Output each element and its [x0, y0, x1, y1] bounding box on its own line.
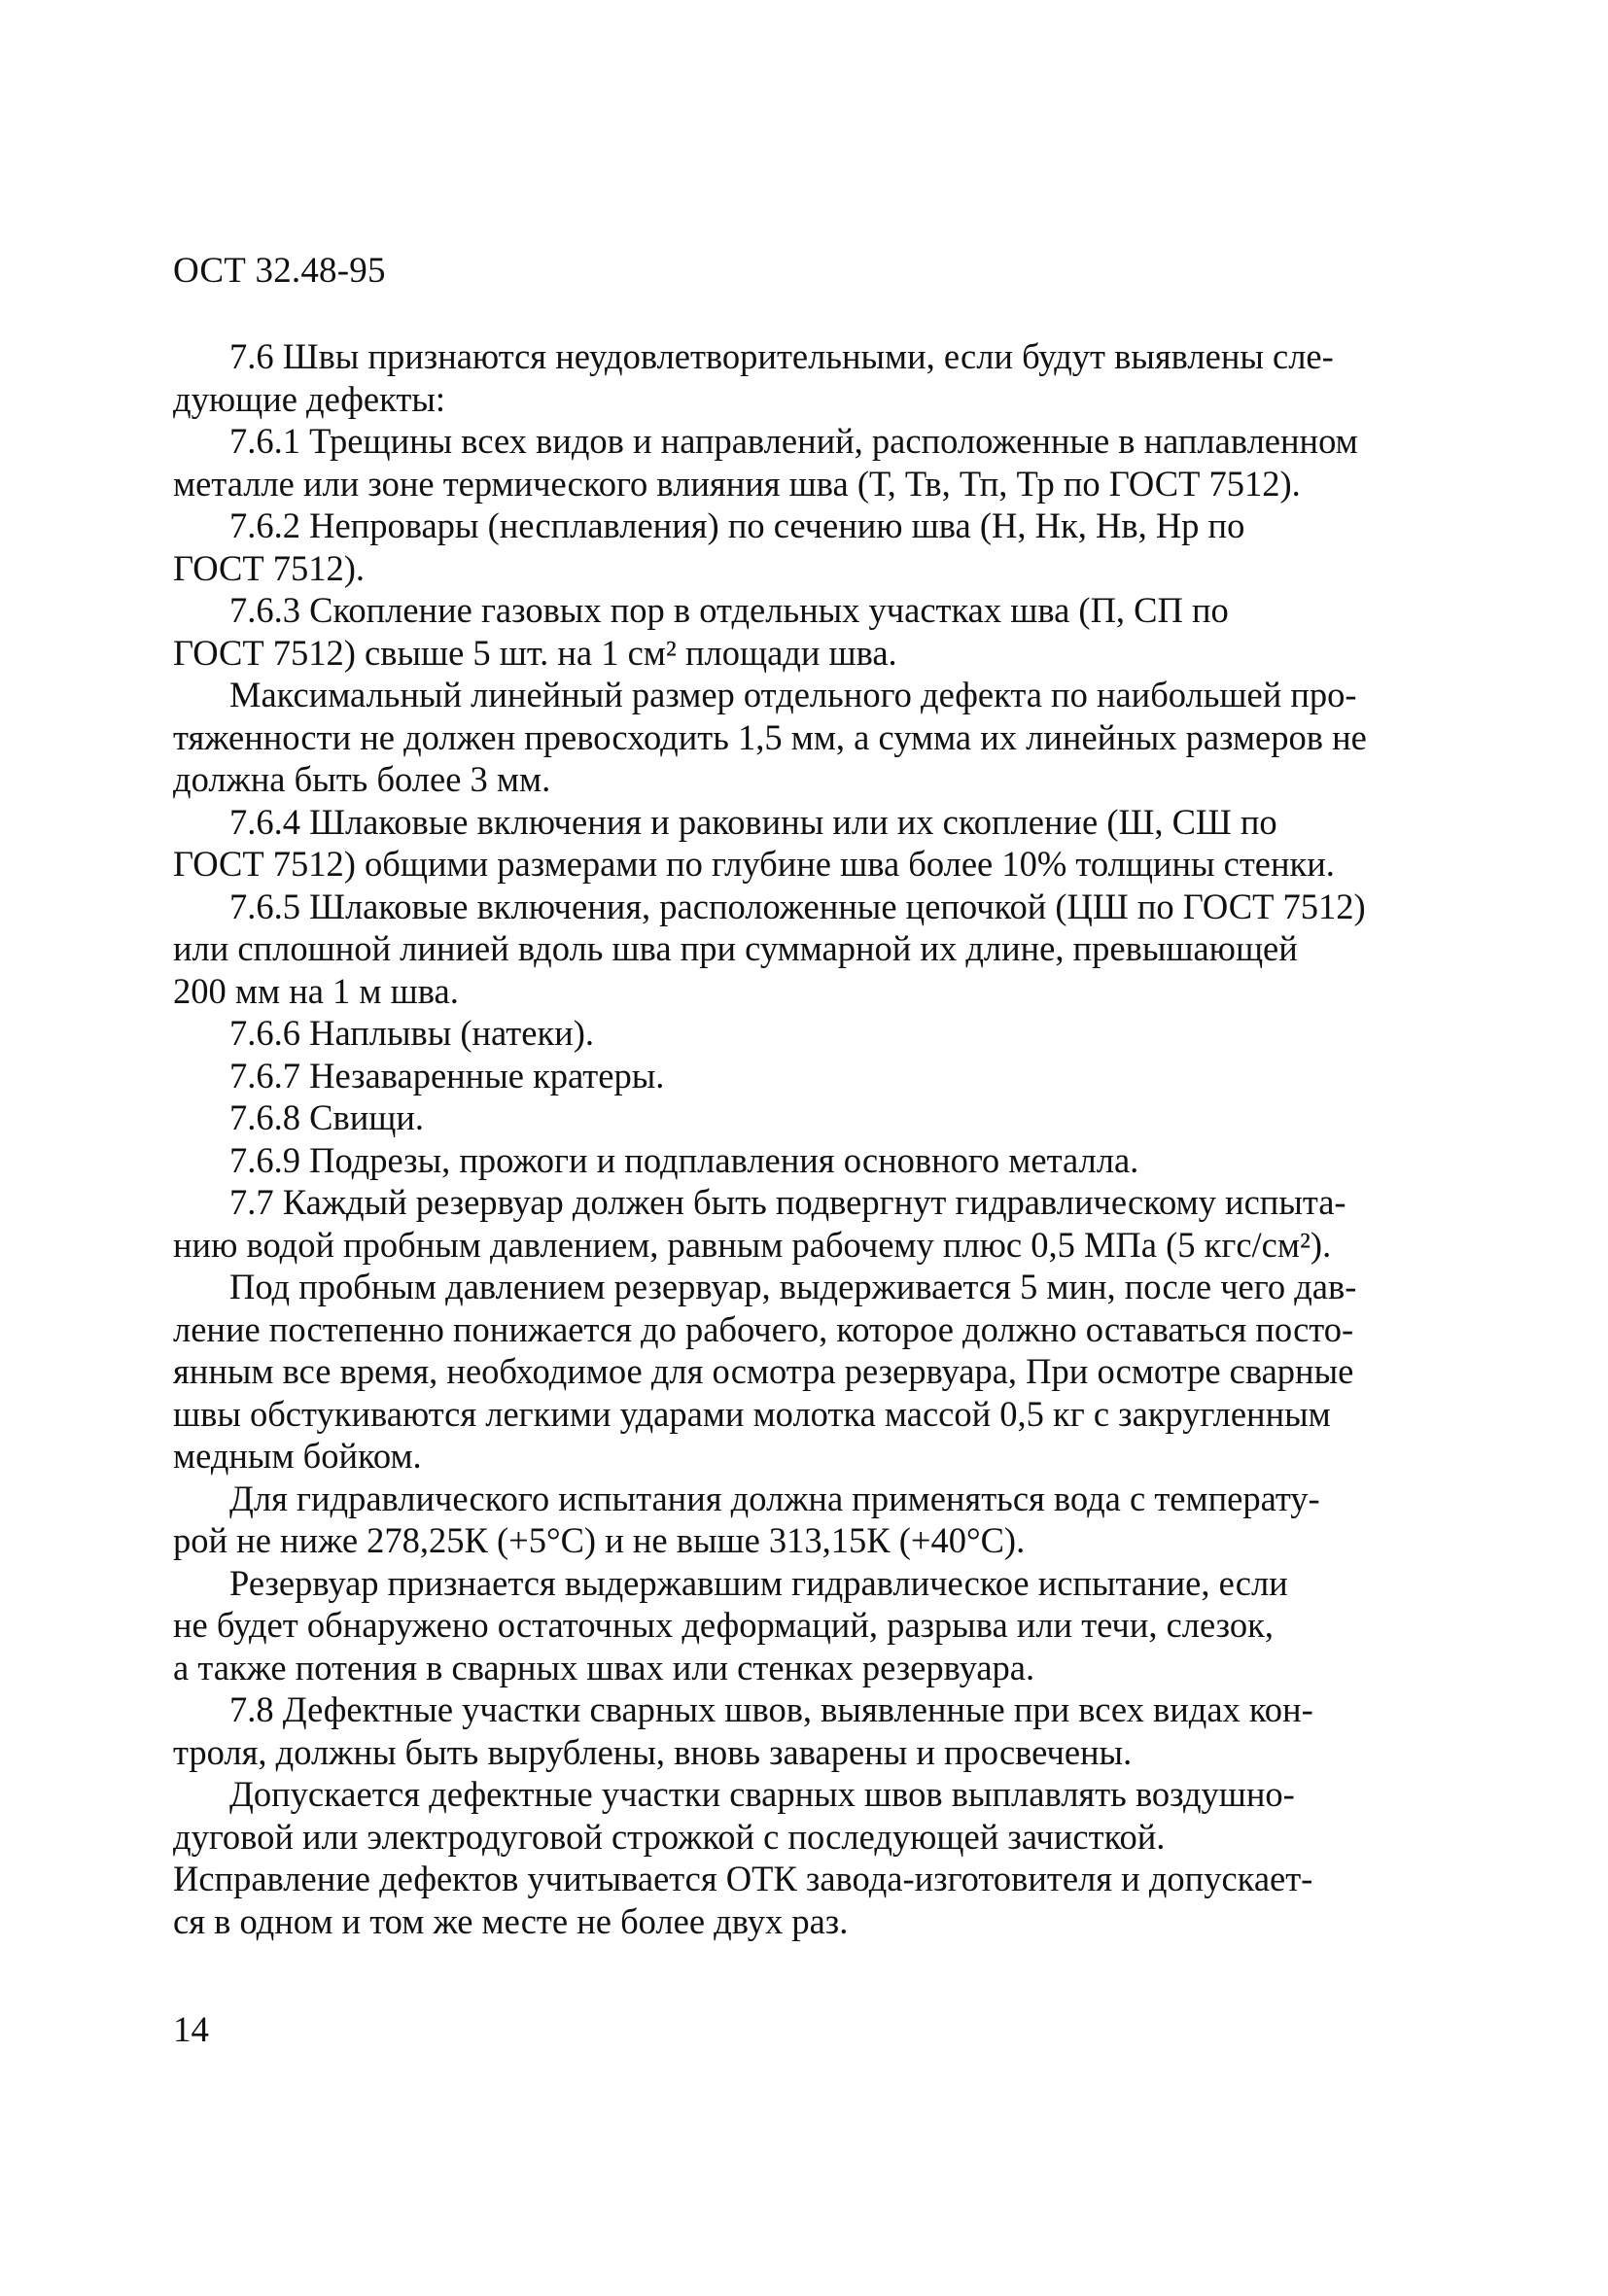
text-line: 200 мм на 1 м шва.	[173, 970, 459, 1011]
text-line: ГОСТ 7512).	[173, 547, 366, 588]
text-line: ся в одном и том же месте не более двух раз.	[173, 1900, 849, 1941]
text-line: 7.6.9 Подрезы, прожоги и подплавления основного металла.	[229, 1139, 1139, 1180]
text-line: 7.6.4 Шлаковые включения и раковины или их скопление (Ш, СШ по	[229, 801, 1277, 842]
text-line: ление постепенно понижается до рабочего, которое должно оставаться посто-	[173, 1308, 1354, 1349]
text-line: ГОСТ 7512) свыше 5 шт. на 1 см² площади шва.	[173, 632, 897, 673]
text-line: ГОСТ 7512) общими размерами по глубине шва более 10% толщины стенки.	[173, 844, 1335, 884]
document-header: ОСТ 32.48-95	[173, 251, 386, 291]
text-line: Исправление дефектов учитывается ОТК завода-изготовителя и допускает-	[173, 1859, 1313, 1898]
text-line: Для гидравлического испытания должна применяться вода с температу-	[229, 1478, 1320, 1518]
text-line: должна быть более 3 мм.	[173, 759, 551, 799]
text-line: 7.6.3 Скопление газовых пор в отдельных участках шва (П, СП по	[229, 590, 1229, 630]
text-line: или сплошной линией вдоль шва при суммарной их длине, превышающей	[173, 928, 1298, 968]
text-line: швы обстукиваются легкими ударами молотка массой 0,5 кг с закругленным	[173, 1393, 1331, 1434]
text-line: не будет обнаружено остаточных деформаций, разрыва или течи, слезок,	[173, 1605, 1274, 1645]
text-line: рой не ниже 278,25К (+5°С) и не выше 313,15К (+40°С).	[173, 1520, 1026, 1560]
text-line: 7.6 Швы признаются неудовлетворительными, если будут выявлены сле-	[229, 336, 1334, 376]
text-line: Допускается дефектные участки сварных швов выплавлять воздушно-	[229, 1774, 1295, 1814]
text-line: Резервуар признается выдержавшим гидравлическое испытание, если	[229, 1562, 1288, 1603]
text-line: янным все время, необходимое для осмотра резервуара, При осмотре сварные	[173, 1351, 1354, 1391]
text-line: металле или зоне термического влияния шва (Т, Тв, Тп, Тр по ГОСТ 7512).	[173, 463, 1301, 504]
text-line: дуговой или электродуговой строжкой с последующей зачисткой.	[173, 1816, 1166, 1857]
text-line: 7.6.5 Шлаковые включения, расположенные цепочкой (ЦШ по ГОСТ 7512)	[229, 886, 1366, 926]
page-number: 14	[173, 2010, 209, 2050]
text-line: 7.6.7 Незаваренные кратеры.	[229, 1055, 665, 1096]
text-line: нию водой пробным давлением, равным рабочему плюс 0,5 МПа (5 кгс/см²).	[173, 1224, 1332, 1265]
text-line: троля, должны быть вырублены, вновь заварены и просвечены.	[173, 1731, 1133, 1772]
text-line: 7.6.8 Свищи.	[229, 1097, 425, 1137]
text-line: а также потения в сварных швах или стенках резервуара.	[173, 1647, 1035, 1687]
text-line: тяженности не должен превосходить 1,5 мм, а сумма их линейных размеров не	[173, 716, 1367, 757]
text-line: 7.7 Каждый резервуар должен быть подвергнут гидравлическому испыта-	[229, 1182, 1346, 1222]
text-line: дующие дефекты:	[173, 378, 445, 419]
text-line: 7.8 Дефектные участки сварных швов, выявленные при всех видах кон-	[229, 1689, 1313, 1729]
text-line: 7.6.6 Наплывы (натеки).	[229, 1013, 594, 1053]
document-body	[173, 335, 1437, 1942]
text-line: медным бойком.	[173, 1436, 422, 1476]
text-line: Под пробным давлением резервуар, выдерживается 5 мин, после чего дав-	[229, 1267, 1357, 1306]
text-line: 7.6.2 Непровары (несплавления) по сечению шва (Н, Нк, Нв, Нр по	[229, 505, 1245, 545]
text-line: Максимальный линейный размер отдельного дефекта по наибольшей про-	[229, 675, 1357, 714]
text-line: 7.6.1 Трещины всех видов и направлений, расположенные в наплавленном	[229, 421, 1358, 461]
